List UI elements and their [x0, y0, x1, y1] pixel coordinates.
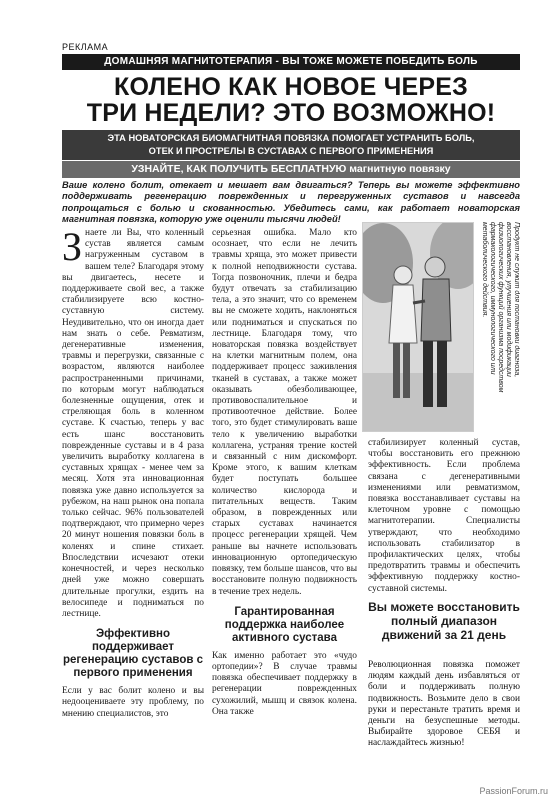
section-heading: Вы можете восстановить полный диапазон движений за 21 день [368, 600, 520, 642]
photo-disclaimer: Продукт не служит для постановки диагноза, восстановления, улучшения или модификации физиологических функций организма посредством фармакологического, иммунологического или метаболического действия. [481, 222, 520, 393]
subheadline-line-2: ОТЕК И ПРОСТРЕЛЫ В СУСТАВАХ С ПЕРВОГО ПРИМЕНЕНИЯ [148, 146, 434, 156]
drop-cap: З [62, 228, 83, 269]
section-heading: Эффективно поддерживает регенерацию суставов с первого применения [62, 628, 204, 680]
article-paragraph: Знаете ли Вы, что коленный сустав является самым нагруженным суставом в вашем теле? Благодаря этому вы двигаетесь, несете и поддерживаете свой вес, а также стабилизируете всю костно-суставную систему. Неудивительно, что он иногда дает нам знать о себе. Ревматизм, дегенеративные изменения, травмы и перегрузки, связанные с возрастом, являются наиболее распространенными причинами, по которым могут наблюдаться болезненные ощущения, отек и стреляющая боль в коленном суставе. К счастью, теперь у вас есть шанс восстановить поврежденные суставы и в 4 раза увеличить выработку коллагена в суставных хрящах - менее чем за месяц. Хотя эта инновационная повязка уже давно используется за рубежом, на наш рынок она попала только сейчас. 96% пользователей подтверждают, что примерно через 20 минут ношения повязки боль в коленях и спине стихает. Впоследствии исчезают отеки конечностей, и через несколько дней уже можно совершать длительные прогулки, ездить на велосипеде и подниматься по лестнице. [62, 228, 204, 619]
couple-walking-photo [362, 222, 474, 432]
article-paragraph: Революционная повязка поможет людям каждый день избавляться от боли и поддерживать полную подвижность. Возьмите дело в свои руки и перестаньте тратить время и деньги на безуспешные методы. Выбирайте здоровое СЕБЯ и наслаждайтесь жизнью! [368, 660, 520, 749]
subheadline-line-1: ЭТА НОВАТОРСКАЯ БИОМАГНИТНАЯ ПОВЯЗКА ПОМОГАЕТ УСТРАНИТЬ БОЛЬ, [107, 133, 475, 143]
free-offer-banner: УЗНАЙТЕ, КАК ПОЛУЧИТЬ БЕСПЛАТНУЮ магнитную повязку [62, 161, 520, 178]
subheadline-banner [62, 130, 520, 160]
headline [62, 74, 520, 126]
top-banner: ДОМАШНЯЯ МАГНИТОТЕРАПИЯ - ВЫ ТОЖЕ МОЖЕТЕ ПОБЕДИТЬ БОЛЬ [62, 54, 520, 70]
lead-paragraph: Ваше колено болит, отекает и мешает вам двигаться? Теперь вы можете эффективно поддерживать регенерацию поврежденных и перегруженных суставов и навсегда попрощаться с болью и скованностью. Убедитесь сами, как работает новаторская магнитная повязка, которую уже оценили тысячи людей! [62, 180, 520, 225]
headline-line-1: КОЛЕНО КАК НОВОЕ ЧЕРЕЗ [114, 73, 468, 101]
couple-illustration [363, 223, 474, 432]
headline-line-2: ТРИ НЕДЕЛИ? ЭТО ВОЗМОЖНО! [86, 99, 496, 127]
article-column-2 [212, 228, 357, 764]
site-watermark: PassionForum.ru [479, 786, 548, 796]
article-paragraph: Как именно работает это «чудо ортопедии»? В случае травмы повязка обеспечивает поддержку в регенерации поврежденных сухожилий, мышц и связок колена. Она также [212, 650, 357, 717]
section-heading: Гарантированная поддержка наиболее активного сустава [224, 605, 345, 644]
article-column-1 [62, 228, 204, 764]
article-paragraph: серьезная ошибка. Мало кто осознает, что если не лечить травмы хряща, это может привести к полной неподвижности сустава. Тогда позвоночник, плечи и бедра будут отвечать за стабилизацию тела, а это значит, что со временем вы не сможете ходить, наклоняться или подниматься и спускаться по лестнице. Благодаря тому, что новаторская повязка воздействует на клетки магнитным полем, она поддерживает процесс заживления тканей в суставах, а также может оказывать обезболивающее, противовоспалительное и противоотечное действие. Более того, это будет стимулировать ваше тело к увеличению выработки коллагена, устраняя трение костей и связанный с ним дискомфорт. Кроме этого, к вашим клеткам будет поступать большее количество кислорода и питательных веществ. Таким образом, в поврежденных или старых суставах начинается процесс регенерации хрящей. Чем раньше вы начнете использовать инновационную ортопедическую повязку, тем больше шансов, что вы восстановите полную подвижность в течение трех недель. [212, 228, 357, 597]
article-column-3 [368, 438, 520, 595]
article-paragraph: Если у вас болит колено и вы недооцениваете эту проблему, по мнению специалистов, это [62, 686, 204, 719]
article-paragraph: стабилизирует коленный сустав, чтобы восстановить его прежнюю эффективность. Если проблема связана с дегенеративными изменениями или ревматизмом, повязка восстанавливает суставы на клеточном уровне с помощью магнитотерапии. Специалисты утверждают, что необходимо использовать стабилизатор в профилактических целях, чтобы предотвратить травмы и обеспечить эффективную поддержку костно-суставной системы. [368, 438, 520, 594]
advertisement-label: РЕКЛАМА [62, 42, 109, 52]
